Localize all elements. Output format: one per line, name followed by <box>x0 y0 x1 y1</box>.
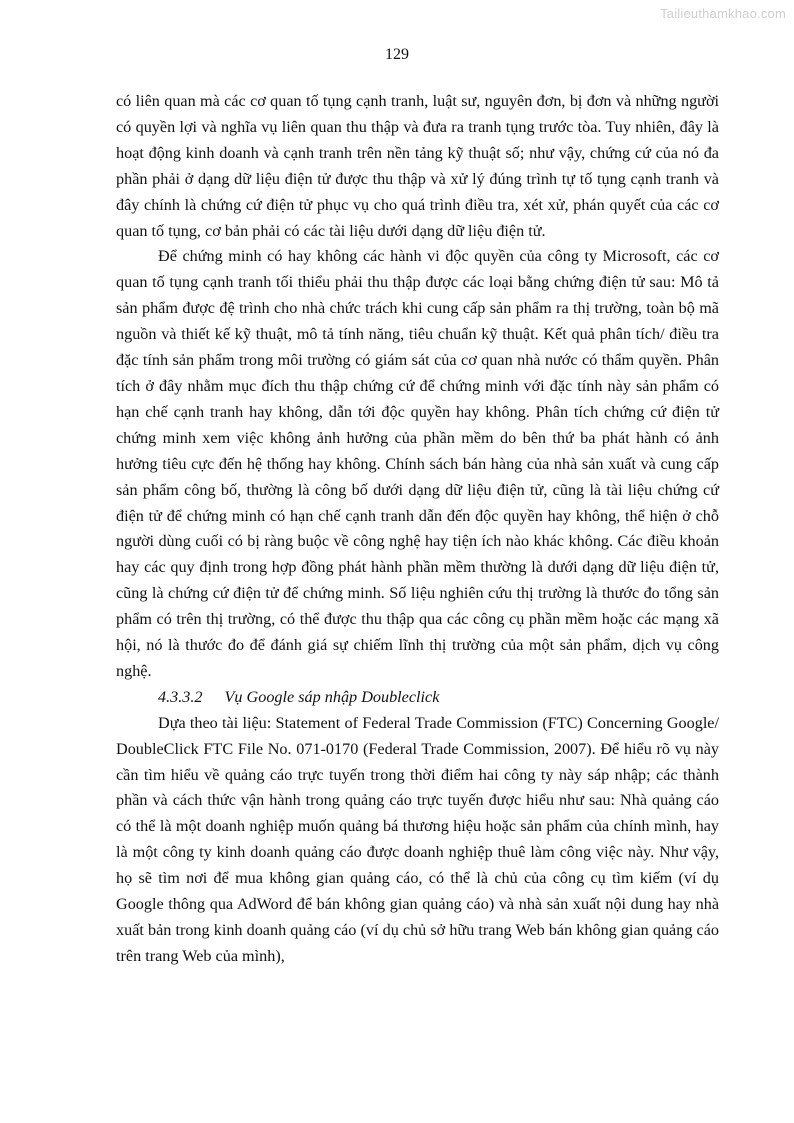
section-number: 4.3.3.2 <box>158 687 203 706</box>
page-body <box>116 89 719 970</box>
section-heading <box>116 685 719 711</box>
watermark: Tailieuthamkhao.com <box>660 6 786 21</box>
paragraph-google-doubleclick: Dựa theo tài liệu: Statement of Federal Trade Commission (FTC) Concerning Google/ DoubleClick FTC File No. 071-0170 (Federal Trade Commission, 2007). Để hiểu rõ vụ này cần tìm hiểu về quảng cáo trực tuyến trong thời điểm hai công ty này sáp nhập; các thành phần và cách thức vận hành trong quảng cáo trực tuyến được hiểu như sau: Nhà quảng cáo có thể là một doanh nghiệp muốn quảng bá thương hiệu hoặc sản phẩm của chính mình, hay là một công ty kinh doanh quảng cáo được doanh nghiệp thuê làm công việc này. Như vậy, họ sẽ tìm nơi để mua không gian quảng cáo, có thể là chủ của công cụ tìm kiếm (ví dụ Google thông qua AdWord để bán không gian quảng cáo) và nhà sản xuất nội dung hay nhà xuất bản trong kinh doanh quảng cáo (ví dụ chủ sở hữu trang Web bán không gian quảng cáo trên trang Web của mình), <box>116 713 719 965</box>
page-number: 129 <box>385 46 409 63</box>
paragraph-continued: có liên quan mà các cơ quan tố tụng cạnh tranh, luật sư, nguyên đơn, bị đơn và những người có quyền lợi và nghĩa vụ liên quan thu thập và đưa ra tranh tụng trước tòa. Tuy nhiên, đây là hoạt động kinh doanh và cạnh tranh trên nền tảng kỹ thuật số; như vậy, chứng cứ của nó đa phần phải ở dạng dữ liệu điện tử được thu thập và xử lý đúng trình tự tố tụng cạnh tranh và đây chính là chứng cứ điện tử phục vụ cho quá trình điều tra, xét xử, phán quyết của các cơ quan tố tụng, cơ bản phải có các tài liệu dưới dạng dữ liệu điện tử. <box>116 92 719 240</box>
section-title: Vụ Google sáp nhập Doubleclick <box>224 687 440 706</box>
paragraph-microsoft-evidence: Để chứng minh có hay không các hành vi độc quyền của công ty Microsoft, các cơ quan tố tụng cạnh tranh tối thiểu phải thu thập được các loại bằng chứng điện tử sau: Mô tả sản phẩm được đệ trình cho nhà chức trách khi cung cấp sản phẩm ra thị trường, toàn bộ mã nguồn và thiết kế kỹ thuật, mô tả tính năng, tiêu chuẩn kỹ thuật. Kết quả phân tích/ điều tra đặc tính sản phẩm trong môi trường có giám sát của cơ quan nhà nước có thẩm quyền. Phân tích ở đây nhằm mục đích thu thập chứng cứ để chứng minh với đặc tính này sản phẩm có hạn chế cạnh tranh hay không, dẫn tới độc quyền hay không. Phân tích chứng cứ điện tử chứng minh xem việc không ảnh hưởng của phần mềm do bên thứ ba phát hành có ảnh hưởng tiêu cực đến hệ thống hay không. Chính sách bán hàng của nhà sản xuất và cung cấp sản phẩm công bố, thường là công bố dưới dạng dữ liệu điện tử, cũng là tài liệu chứng cứ điện tử để chứng minh có hạn chế cạnh tranh dẫn đến độc quyền hay không, thể hiện ở chỗ người dùng cuối có bị ràng buộc về công nghệ hay tiện ích nào khác không. Các điều khoản hay các quy định trong hợp đồng phát hành phần mềm thường là dưới dạng dữ liệu điện tử, cũng là chứng cứ điện tử để chứng minh. Số liệu nghiên cứu thị trường là thước đo tổng sản phẩm có trên thị trường, có thể được thu thập qua các công cụ phần mềm hoặc các mạng xã hội, nó là thước đo để đánh giá sự chiếm lĩnh thị trường của một sản phẩm, dịch vụ công nghệ. <box>116 247 719 680</box>
